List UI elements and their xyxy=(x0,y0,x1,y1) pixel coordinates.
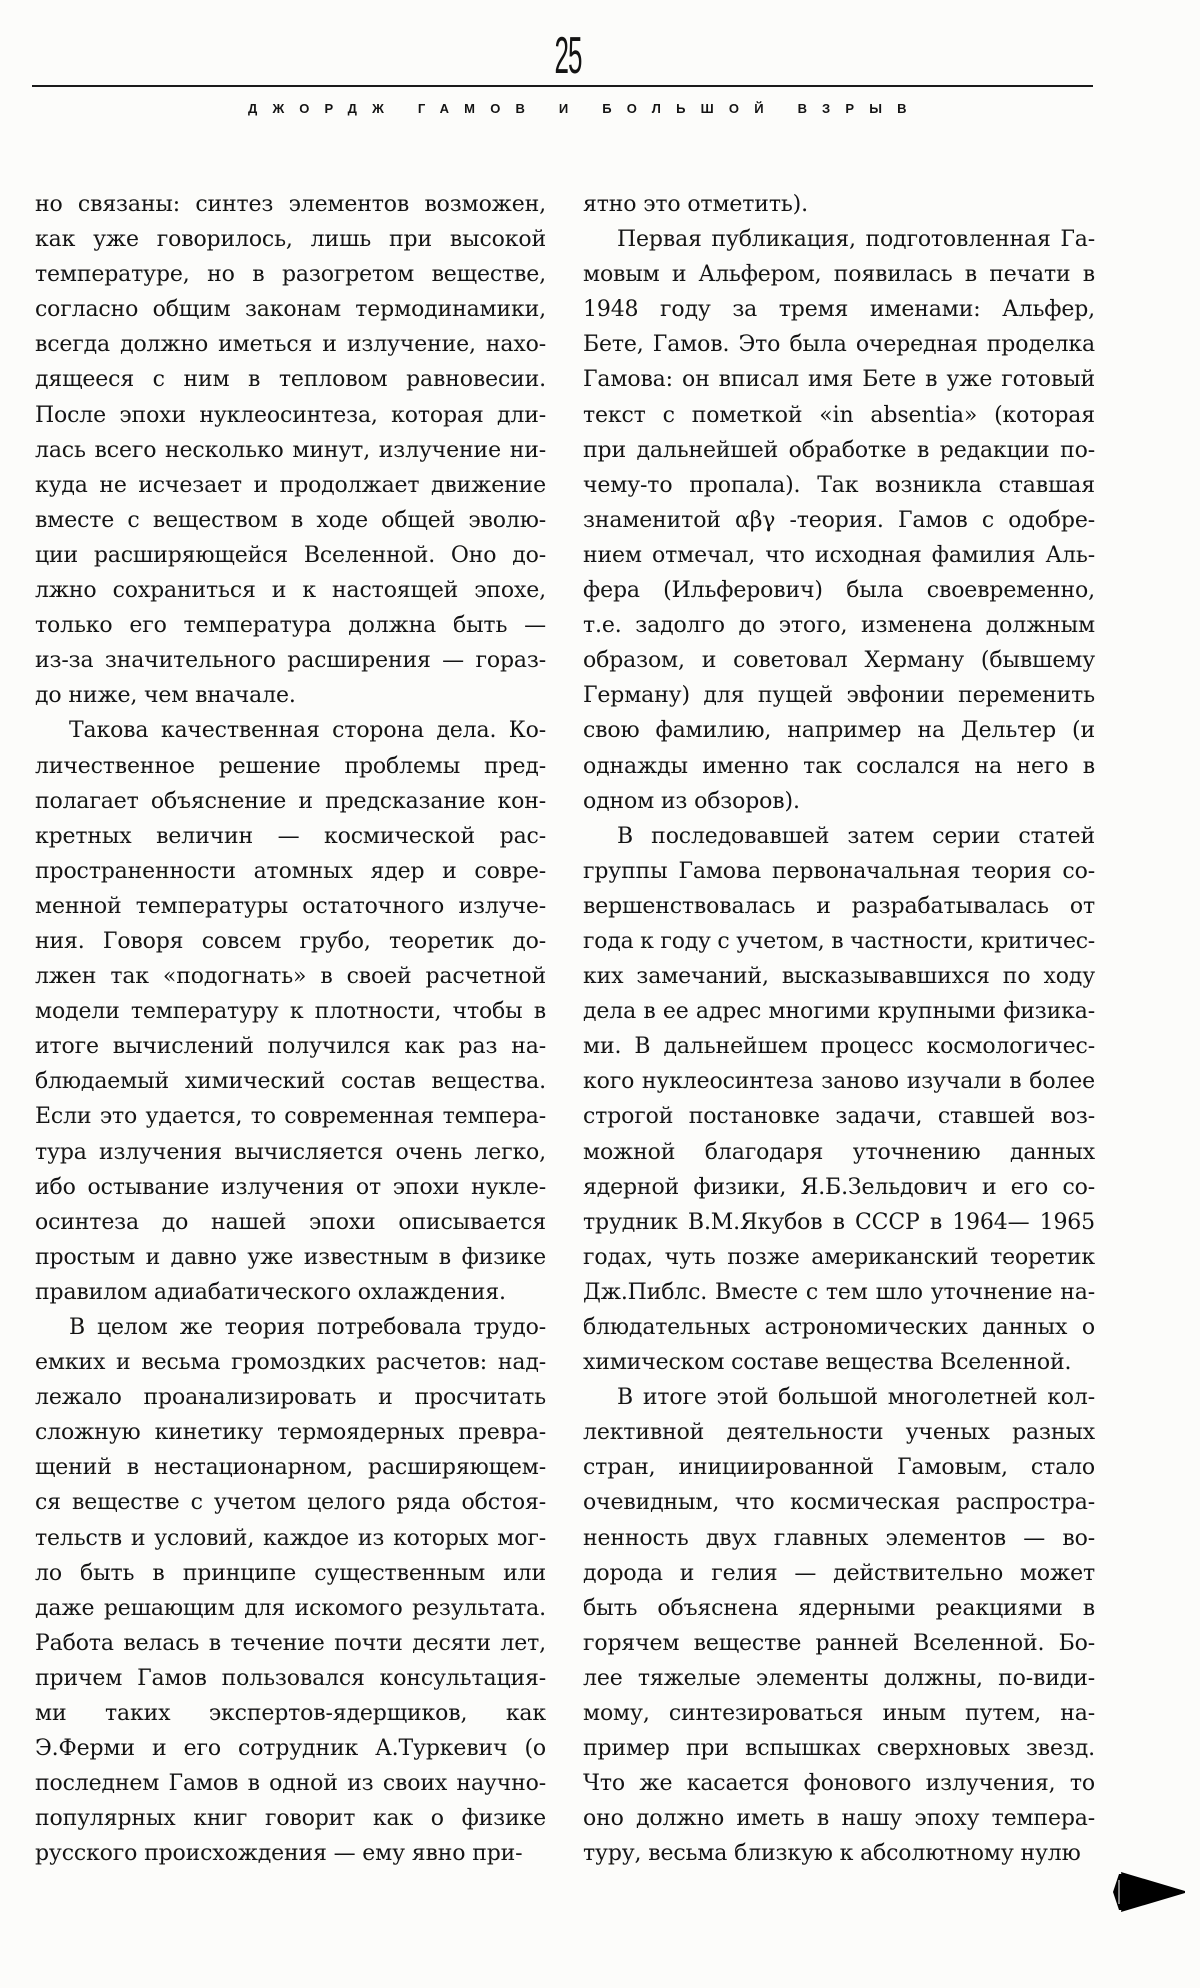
text-line: дящееся с ним в тепловом равновесии. xyxy=(35,367,546,393)
text-line: свою фамилию, например на Дельтер (и xyxy=(583,718,1095,744)
text-line: лее тяжелые элементы должны, по-види- xyxy=(583,1665,1095,1691)
text-line: дела в ее адрес многими крупными физика- xyxy=(583,999,1095,1025)
text-line: блюдательных астрономических данных о xyxy=(583,1315,1095,1340)
text-line: Такова качественная сторона дела. Ко- xyxy=(69,718,546,744)
text-line: вместе с веществом в ходе общей эволю- xyxy=(35,507,546,533)
text-line: ся веществе с учетом целого ряда обстоя- xyxy=(35,1490,546,1516)
text-line: горячем веществе ранней Вселенной. Бо- xyxy=(583,1630,1095,1656)
paragraph xyxy=(583,187,1095,222)
text-line: температуре, но в разогретом веществе, xyxy=(35,262,546,288)
text-line: чему-то пропала). Так возникла ставшая xyxy=(583,472,1095,498)
left-column xyxy=(35,187,546,1872)
text-line: до ниже, чем вначале. xyxy=(35,683,296,709)
text-line: только его температура должна быть — xyxy=(35,613,546,639)
text-line: ненность двух главных элементов — во- xyxy=(583,1525,1095,1551)
text-line: ких замечаний, высказывавшихся по ходу xyxy=(583,964,1095,990)
text-line: Если это удается, то современная темпера- xyxy=(35,1104,546,1130)
text-line: простым и давно уже известным в физике xyxy=(35,1244,546,1270)
right-column xyxy=(583,187,1095,1872)
text-line: менной температуры остаточного излуче- xyxy=(35,893,546,919)
text-line: щений в нестационарном, расширяющем- xyxy=(35,1455,546,1481)
text-line: одном из обзоров). xyxy=(583,788,800,814)
text-line: тельств и условий, каждое из которых мог- xyxy=(35,1525,546,1551)
text-line: однажды именно так сослался на него в xyxy=(583,753,1095,779)
text-line: туру, весьма близкую к абсолютному нулю xyxy=(583,1841,1081,1867)
text-line: вершенствовалась и разрабатывалась от xyxy=(583,893,1095,919)
text-line: емких и весьма громоздких расчетов: над- xyxy=(35,1350,546,1376)
text-line: тура излучения вычисляется очень легко, xyxy=(35,1139,546,1165)
text-line: Э.Ферми и его сотрудник А.Туркевич (о xyxy=(35,1736,546,1762)
text-line: оно должно иметь в нашу эпоху темпера- xyxy=(583,1806,1095,1832)
paragraph xyxy=(583,1380,1095,1871)
text-line: Дж.Пиблс. Вместе с тем шло уточнение на- xyxy=(583,1279,1095,1305)
text-line: последнем Гамов в одной из своих научно- xyxy=(35,1771,546,1797)
text-line: лжно сохраниться и к настоящей эпохе, xyxy=(35,578,546,604)
text-line: В итоге этой большой многолетней кол- xyxy=(617,1385,1095,1411)
text-line: причем Гамов пользовался консультация- xyxy=(35,1665,546,1691)
text-line: В целом же теория потребовала трудо- xyxy=(69,1315,546,1340)
text-line: Герману) для пущей эвфонии переменить xyxy=(583,683,1095,709)
text-line: пространенности атомных ядер и совре- xyxy=(35,858,546,884)
text-line: при дальнейшей обработке в редакции по- xyxy=(583,437,1095,463)
text-line: текст с пометкой «in absentia» (которая xyxy=(583,402,1095,428)
text-line: Работа велась в течение почти десяти лет, xyxy=(35,1630,546,1656)
text-line: популярных книг говорит как о физике xyxy=(35,1806,546,1832)
text-line: ибо остывание излучения от эпохи нукле- xyxy=(35,1174,546,1200)
paragraph xyxy=(35,713,546,1310)
text-line: пример при вспышках сверхновых звезд. xyxy=(583,1736,1095,1762)
text-line: В последовавшей затем серии статей xyxy=(617,823,1095,849)
text-line: но связаны: синтез элементов возможен, xyxy=(35,192,546,217)
text-line: быть объяснена ядерными реакциями в xyxy=(583,1595,1095,1621)
running-head: ДЖОРДЖ ГАМОВ И БОЛЬШОЙ ВЗРЫВ xyxy=(248,101,922,116)
text-line: года к году с учетом, в частности, критичес- xyxy=(583,928,1095,954)
text-line: 1948 году за тремя именами: Альфер, xyxy=(583,297,1095,323)
text-line: лась всего несколько минут, излучение ни- xyxy=(35,437,546,463)
paragraph xyxy=(35,187,546,713)
page-number: 25 xyxy=(554,27,582,85)
text-line: из-за значительного расширения — гораз- xyxy=(35,648,546,674)
header-rule xyxy=(32,85,1093,87)
text-line: лежало проанализировать и просчитать xyxy=(35,1385,546,1411)
text-line: Гамова: он вписал имя Бете в уже готовый xyxy=(583,367,1095,393)
text-line: образом, и советовал Херману (бывшему xyxy=(583,648,1095,674)
text-line: кретных величин — космической рас- xyxy=(35,823,546,849)
text-line: куда не исчезает и продолжает движение xyxy=(35,472,546,498)
text-line: группы Гамова первоначальная теория со- xyxy=(583,858,1095,884)
text-line: т.е. задолго до этого, изменена должным xyxy=(583,613,1095,639)
text-line: всегда должно иметься и излучение, нахо- xyxy=(35,332,546,358)
text-line: стран, инициированной Гамовым, стало xyxy=(583,1455,1095,1481)
text-line: итоге вычислений получился как раз на- xyxy=(35,1034,546,1060)
text-line: согласно общим законам термодинамики, xyxy=(35,297,546,323)
text-line: лективной деятельности ученых разных xyxy=(583,1420,1095,1446)
text-line: трудник В.М.Якубов в СССР в 1964— 1965 xyxy=(583,1209,1095,1235)
paragraph xyxy=(583,819,1095,1381)
paragraph xyxy=(35,1310,546,1872)
text-line: строгой постановке задачи, ставшей воз- xyxy=(583,1104,1095,1130)
text-line: знаменитой αβγ -теория. Гамов с одобре- xyxy=(583,507,1095,533)
text-line: После эпохи нуклеосинтеза, которая дли- xyxy=(35,402,546,428)
text-line: очевидным, что космическая распростра- xyxy=(583,1490,1095,1516)
text-line: мовым и Альфером, появилась в печати в xyxy=(583,262,1095,288)
text-line: блюдаемый химический состав вещества. xyxy=(35,1069,546,1095)
text-line: дорода и гелия — действительно может xyxy=(583,1560,1095,1586)
text-line: личественное решение проблемы пред- xyxy=(35,753,546,779)
text-line: годах, чуть позже американский теоретик xyxy=(583,1244,1095,1270)
text-line: химическом составе вещества Вселенной. xyxy=(583,1350,1072,1376)
text-line: ми таких экспертов-ядерщиков, как xyxy=(35,1701,546,1727)
text-line: можной благодаря уточнению данных xyxy=(583,1139,1095,1165)
text-line: нием отмечал, что исходная фамилия Аль- xyxy=(583,542,1095,568)
text-line: ядерной физики, Я.Б.Зельдович и его со- xyxy=(583,1174,1095,1200)
paragraph xyxy=(583,222,1095,819)
text-line: ми. В дальнейшем процесс космологичес- xyxy=(583,1034,1095,1060)
text-line: Что же касается фонового излучения, то xyxy=(583,1771,1095,1797)
text-line: русского происхождения — ему явно при- xyxy=(35,1841,523,1867)
text-line: как уже говорилось, лишь при высокой xyxy=(35,227,546,253)
text-line: лжен так «подогнать» в своей расчетной xyxy=(35,964,546,990)
text-line: ния. Говоря совсем грубо, теоретик до- xyxy=(35,928,546,954)
text-line: правилом адиабатического охлаждения. xyxy=(35,1279,506,1305)
text-line: осинтеза до нашей эпохи описывается xyxy=(35,1209,546,1235)
text-line: ло быть в принципе существенным или xyxy=(35,1560,546,1586)
text-line: фера (Ильферович) была своевременно, xyxy=(583,578,1095,604)
text-line: Первая публикация, подготовленная Га- xyxy=(617,227,1095,253)
text-line: модели температуру к плотности, чтобы в xyxy=(35,999,546,1025)
text-line: ции расширяющейся Вселенной. Оно до- xyxy=(35,542,546,568)
continue-arrow-icon xyxy=(1111,1872,1187,1912)
text-line: кого нуклеосинтеза заново изучали в более xyxy=(583,1069,1095,1095)
text-line: сложную кинетику термоядерных превра- xyxy=(35,1420,546,1446)
text-line: Бете, Гамов. Это была очередная проделка xyxy=(583,332,1095,358)
text-line: мому, синтезироваться иным путем, на- xyxy=(583,1701,1095,1727)
text-line: даже решающим для искомого результата. xyxy=(35,1595,546,1621)
text-line: ятно это отметить). xyxy=(583,192,808,217)
text-line: полагает объяснение и предсказание кон- xyxy=(35,788,546,814)
